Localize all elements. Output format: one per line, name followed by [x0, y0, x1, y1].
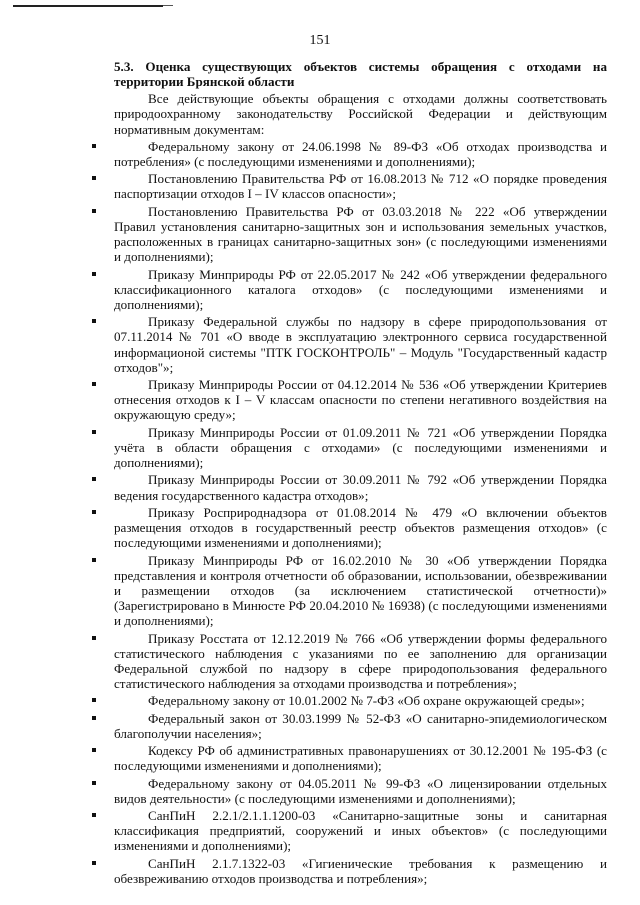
bullet-icon	[92, 430, 96, 434]
list-item	[114, 139, 607, 169]
bullet-icon	[92, 716, 96, 720]
list-item-text: Приказу Минприроды РФ от 16.02.2010 № 30 «Об утверждении Порядка представления и контроля отчетности об образовании, использовании, обезвреживании и размещении отходов (за исключением статистической отчетности)» (Зарегистрировано в Минюсте РФ 20.04.2010 № 16938) (с последующими изменениями и дополнениями);	[114, 552, 607, 629]
list-item	[114, 425, 607, 470]
list-item-text: СанПиН 2.2.1/2.1.1.1200-03 «Санитарно-защитные зоны и санитарная классификация предприятий, сооружений и иных объектов» (с последующими изменениями и дополнениями);	[114, 808, 607, 854]
list-item	[114, 553, 607, 629]
bullet-icon	[92, 272, 96, 276]
list-item-text: Приказу Минприроды России от 30.09.2011 № 792 «Об утверждении Порядка ведения государственного кадастра отходов»;	[114, 472, 607, 503]
bullet-icon	[92, 558, 96, 562]
list-item	[114, 204, 607, 265]
bullet-icon	[92, 781, 96, 785]
bullet-icon	[92, 176, 96, 180]
bullet-icon	[92, 510, 96, 514]
list-item-text: Кодексу РФ об административных правонарушениях от 30.12.2001 № 195-ФЗ (с последующими изменениями и дополнениями);	[114, 743, 607, 774]
list-item-text: Федеральному закону от 24.06.1998 № 89-ФЗ «Об отходах производства и потребления» (с последующими изменениями и дополнениями);	[114, 138, 607, 169]
list-item-text: Постановлению Правительства РФ от 16.08.2013 № 712 «О порядке проведения паспортизации отходов I – IV классов опасности»;	[114, 171, 607, 202]
list-item-text: Федеральный закон от 30.03.1999 № 52-ФЗ «О санитарно-эпидемиологическом благополучии населения»;	[114, 710, 607, 741]
list-item	[114, 505, 607, 550]
list-item	[114, 808, 607, 853]
section-title: 5.3. Оценка существующих объектов системы обращения с отходами на территории Брянской области	[114, 59, 607, 90]
list-item	[114, 267, 607, 312]
list-item	[114, 631, 607, 692]
list-item	[114, 711, 607, 741]
list-item-text: Постановлению Правительства РФ от 03.03.2018 № 222 «Об утверждении Правил установления санитарно-защитных зон и использования земельных участков, расположенных в границах санитарно-защитных зон» (с последующими изменениями и дополнениями);	[114, 203, 607, 265]
list-item-text: Приказу Росстата от 12.12.2019 № 766 «Об утверждении формы федерального статистического наблюдения с указаниями по ее заполнению для организации Федеральной службой по надзору в сфере природопользования федерального статистического наблюдения за отходами производства и потребления»;	[114, 630, 607, 691]
header-rule	[13, 5, 163, 7]
bullet-icon	[92, 209, 96, 213]
list-item-text: Приказу Минприроды РФ от 22.05.2017 № 242 «Об утверждении федерального классификационного каталога отходов» (с последующими изменениями и дополнениями);	[114, 266, 607, 312]
bullet-icon	[92, 144, 96, 148]
list-item-text: СанПиН 2.1.7.1322-03 «Гигиенические требования к размещению и обезвреживанию отходов производства и потребления»;	[114, 855, 607, 886]
bullet-icon	[92, 748, 96, 752]
list-item-text: Приказу Минприроды России от 01.09.2011 № 721 «Об утверждении Порядка учёта в области обращения с отходами» (с последующими изменениями и дополнениями);	[114, 424, 607, 471]
page-number: 151	[309, 33, 331, 48]
bullet-icon	[92, 319, 96, 323]
list-item	[114, 743, 607, 773]
bullet-icon	[92, 636, 96, 640]
list-item-text: Приказу Росприроднадзора от 01.08.2014 № 479 «О включении объектов размещения отходов в государственный реестр объектов размещения отходов» (с последующими изменениями и дополнениями);	[114, 504, 607, 551]
header-rule-tail	[163, 5, 173, 6]
list-item	[114, 693, 607, 708]
list-item	[114, 776, 607, 806]
list-item	[114, 856, 607, 886]
list-item-text: Федеральному закону от 10.01.2002 № 7-ФЗ «Об охране окружающей среды»;	[148, 693, 585, 709]
list-item	[114, 472, 607, 502]
intro-paragraph: Все действующие объекты обращения с отходами должны соответствовать природоохранному законодательству Российской Федерации и действующим нормативным документам:	[114, 91, 607, 137]
list-item	[114, 377, 607, 422]
list-item-text: Приказу Минприроды России от 04.12.2014 № 536 «Об утверждении Критериев отнесения отходов к I – V классам опасности по степени негативного воздействия на окружающую среду»;	[114, 377, 607, 423]
list-item-text: Приказу Федеральной службы по надзору в сфере природопользования от 07.11.2014 № 701 «О вводе в эксплуатацию электронного сервиса государственной информационой системы "ПТК ГОСКОНТРОЛЬ" – Модуль "Государственный кадастр отходов"»;	[114, 314, 607, 375]
document-body	[114, 59, 607, 888]
bullet-icon	[92, 477, 96, 481]
bullet-icon	[92, 698, 96, 702]
bullet-icon	[92, 861, 96, 865]
bullet-icon	[92, 382, 96, 386]
list-item	[114, 314, 607, 375]
list-item	[114, 171, 607, 201]
bullet-icon	[92, 813, 96, 817]
regulations-list	[114, 139, 607, 886]
list-item-text: Федеральному закону от 04.05.2011 № 99-ФЗ «О лицензировании отдельных видов деятельности» (с последующими изменениями и дополнениями);	[114, 775, 607, 806]
